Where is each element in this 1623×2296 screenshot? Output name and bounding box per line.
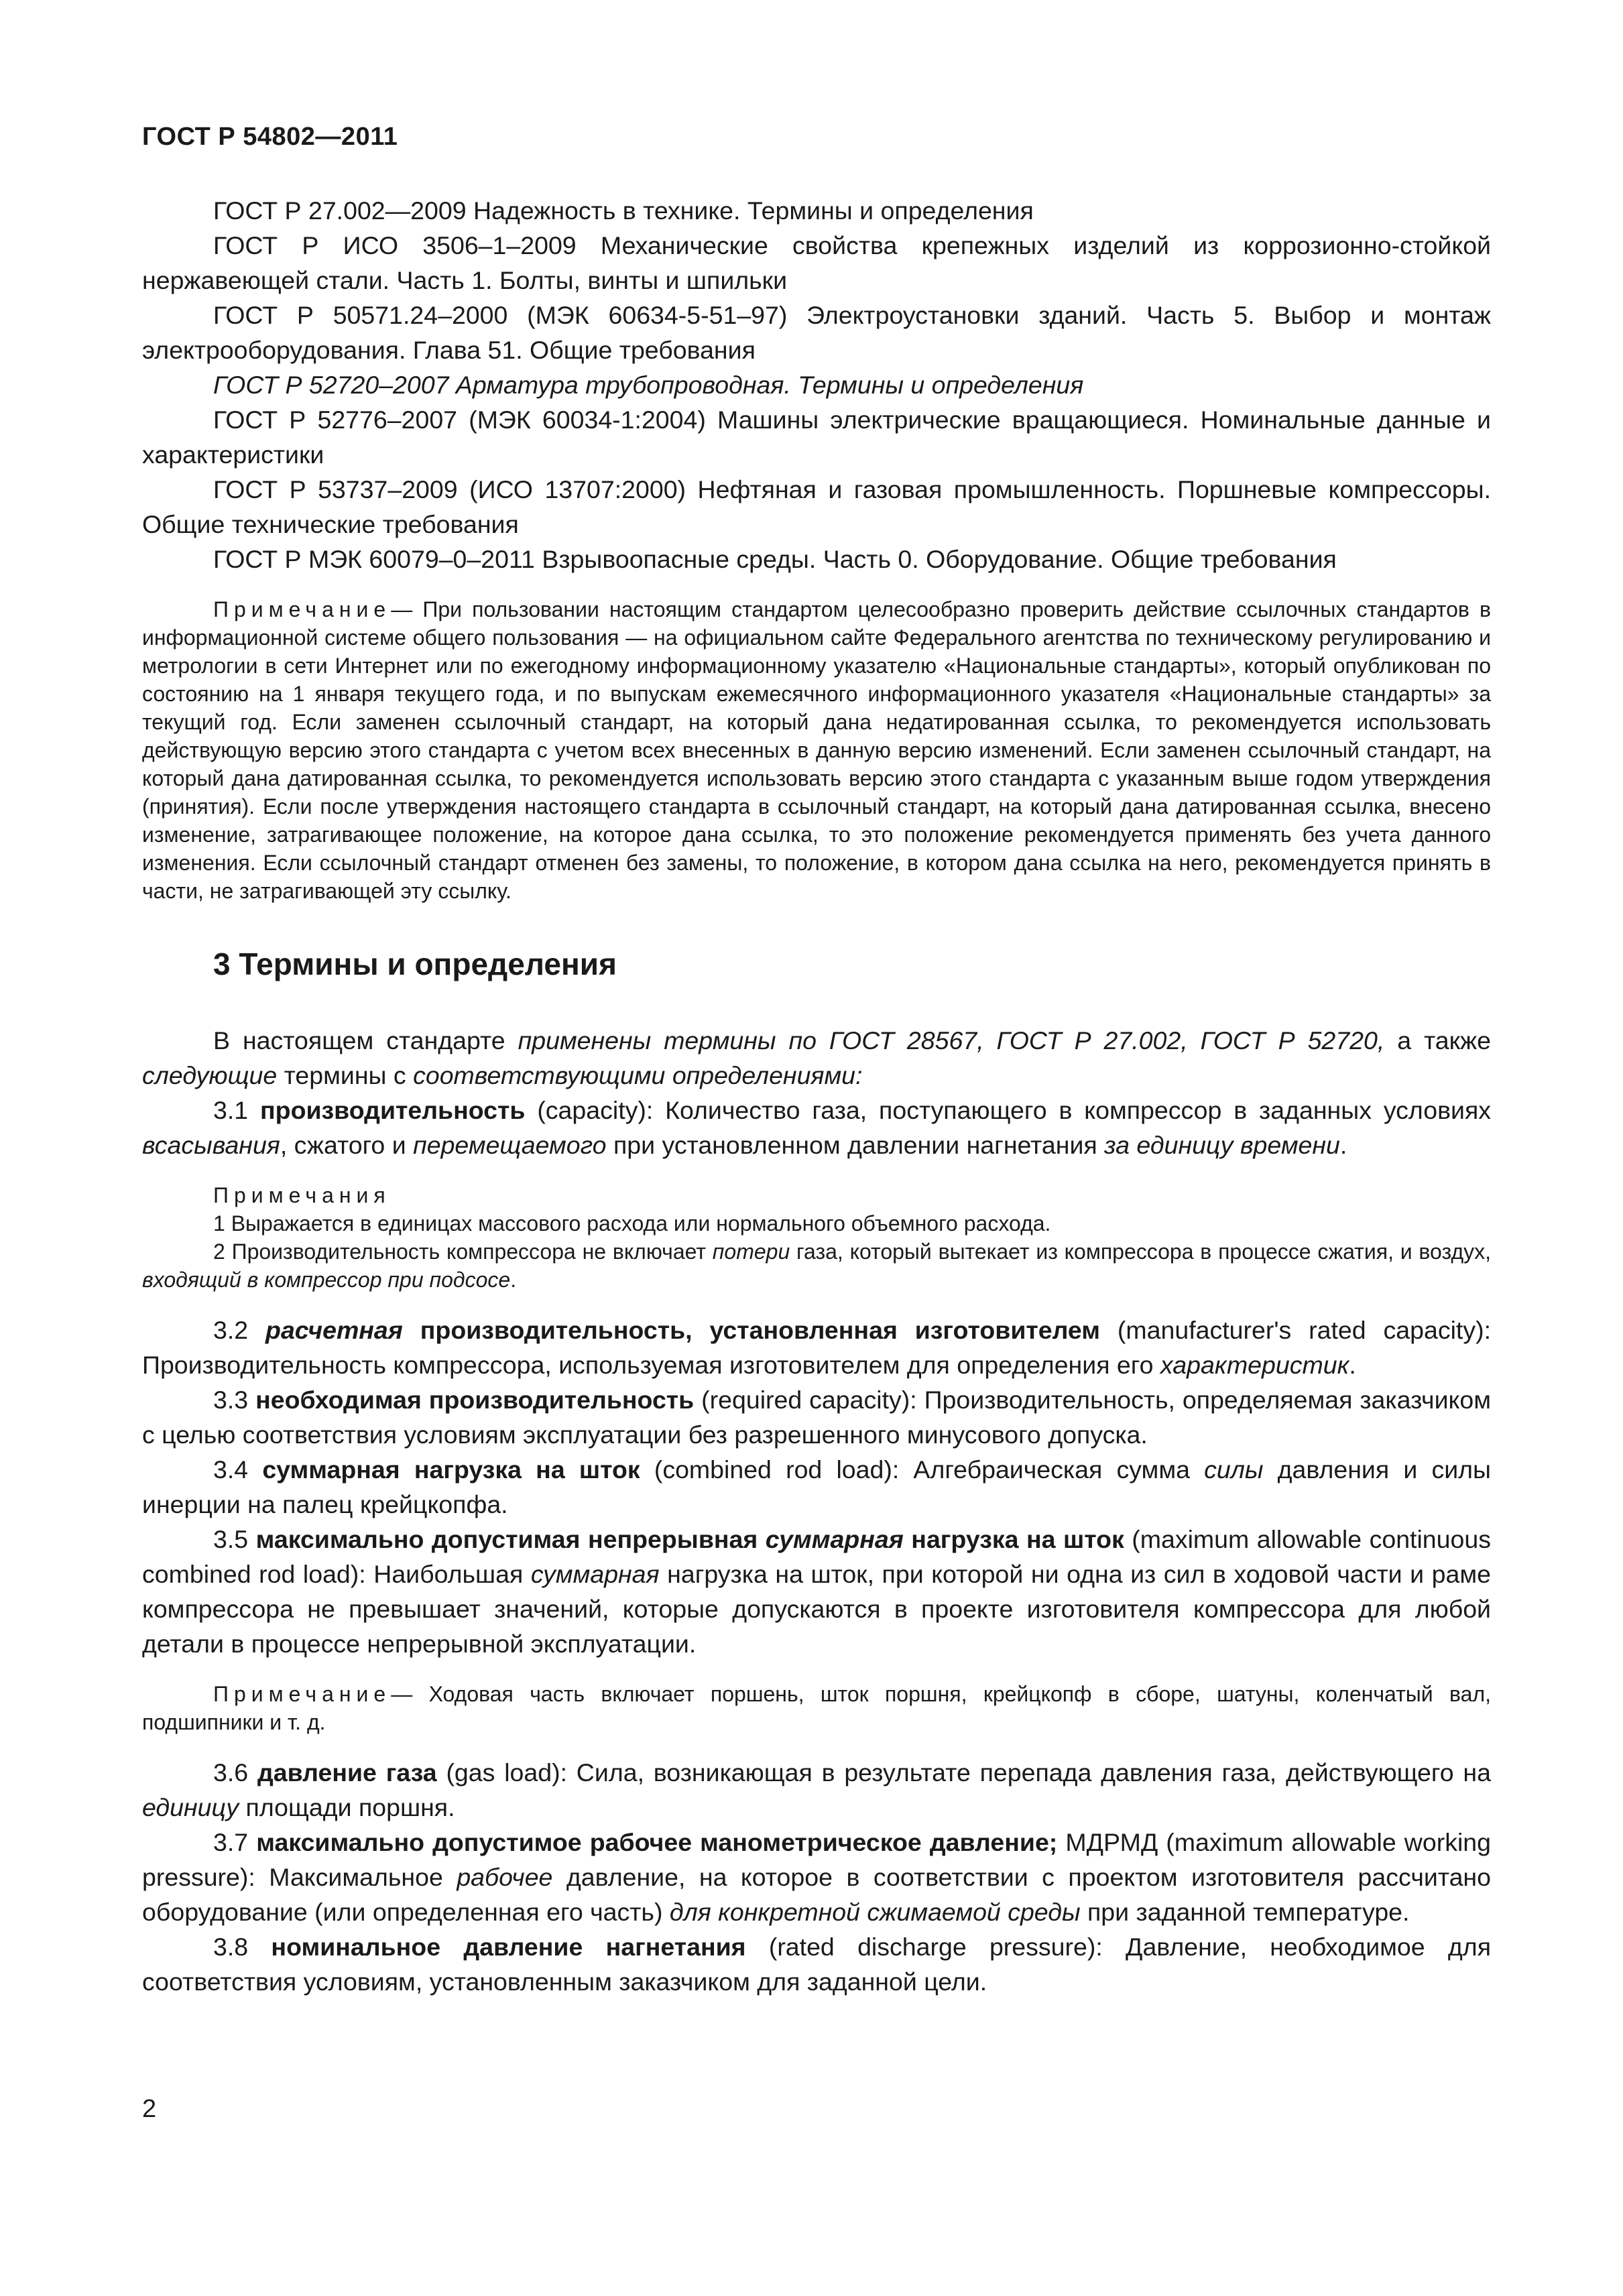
term-3-8: 3.8 номинальное давление нагнетания (rated discharge pressure): Давление, необходимое для соответствия условиям, установленным заказчиком для заданной цели. <box>142 1933 1491 1996</box>
term-name: необходимая производительность <box>255 1386 695 1414</box>
term-3-3: 3.3 необходимая производительность (required capacity): Производительность, определяемая заказчиком с целью соответствия условиям эксплуатации без разрешенного минусового допуска. <box>142 1386 1491 1449</box>
term-name: давление газа <box>257 1758 437 1787</box>
reference-note <box>142 595 1491 905</box>
term-3-4: 3.4 суммарная нагрузка на шток (combined rod load): Алгебраическая сумма силы давления и силы инерции на палец крейцкопфа. <box>142 1455 1491 1518</box>
reference-item: ГОСТ Р 50571.24–2000 (МЭК 60634-5-51–97) Электроустановки зданий. Часть 5. Выбор и монтаж электрооборудования. Глава 51. Общие требования <box>142 301 1491 364</box>
reference-item: ГОСТ Р 52720–2007 Арматура трубопроводная. Термины и определения <box>213 371 1084 399</box>
document-header: ГОСТ Р 54802—2011 <box>142 123 398 151</box>
term-3-6: 3.6 давление газа (gas load): Сила, возникающая в результате перепада давления газа, действующего на единицу площади поршня. <box>142 1758 1491 1821</box>
term-name: максимально допустимая непрерывная суммарная нагрузка на шток <box>255 1525 1124 1553</box>
reference-item: ГОСТ Р 53737–2009 (ИСО 13707:2000) Нефтяная и газовая промышленность. Поршневые компрессоры. Общие технические требования <box>142 475 1491 538</box>
term-name: расчетная производительность, установленная изготовителем <box>265 1316 1101 1344</box>
note-label: Примечание <box>213 597 392 621</box>
note-item: 1 Выражается в единицах массового расхода или нормального объемного расхода. <box>213 1211 1051 1235</box>
page-number: 2 <box>142 2095 157 2123</box>
term-3-1: 3.1 производительность (capacity): Количество газа, поступающего в компрессор в заданных условиях всасывания, сжатого и перемещаемого при установленном давлении нагнетания за единицу времени. <box>142 1096 1491 1159</box>
term-3-7: 3.7 максимально допустимое рабочее манометрическое давление; МДРМД (maximum allowable working pressure): Максимальное рабочее давление, на которое в соответствии с проектом изготовителя рассчитано оборудование (или определенная его часть) для конкретной сжимаемой среды при заданной температуре. <box>142 1828 1491 1926</box>
section-intro: В настоящем стандарте применены термины по ГОСТ 28567, ГОСТ Р 27.002, ГОСТ Р 52720, а также следующие термины с соответствующими определениями: <box>142 1026 1491 1089</box>
reference-item: ГОСТ Р МЭК 60079–0–2011 Взрывоопасные среды. Часть 0. Оборудование. Общие требования <box>213 545 1337 573</box>
term-note: Примечание— Ходовая часть включает поршень, шток поршня, крейцкопф в сборе, шатуны, коленчатый вал, подшипники и т. д. <box>142 1682 1491 1734</box>
note-item: 2 Производительность компрессора не включает потери газа, который вытекает из компрессора в процессе сжатия, и воздух, входящий в компрессор при подсосе. <box>142 1240 1492 1292</box>
document-body <box>142 193 1491 1999</box>
reference-item: ГОСТ Р 27.002—2009 Надежность в технике. Термины и определения <box>213 196 1034 225</box>
term-name: номинальное давление нагнетания <box>271 1933 746 1961</box>
reference-item: ГОСТ Р 52776–2007 (МЭК 60034-1:2004) Машины электрические вращающиеся. Номинальные данные и характеристики <box>142 406 1491 469</box>
term-3-5: 3.5 максимально допустимая непрерывная суммарная нагрузка на шток (maximum allowable continuous combined rod load): Наибольшая суммарная нагрузка на шток, при которой ни одна из сил в ходовой части и раме компрессора не превышает значений, которые допускаются в проекте изготовителя компрессора для любой детали в процессе непрерывной эксплуатации. <box>142 1525 1491 1658</box>
section-title: 3 Термины и определения <box>213 947 617 981</box>
reference-item: ГОСТ Р ИСО 3506–1–2009 Механические свойства крепежных изделий из коррозионно-стойкой нержавеющей стали. Часть 1. Болты, винты и шпильки <box>142 231 1491 294</box>
term-3-2: 3.2 расчетная производительность, установленная изготовителем (manufacturer's rated capacity): Производительность компрессора, используемая изготовителем для определения его характеристик. <box>142 1316 1491 1379</box>
term-name: суммарная нагрузка на шток <box>262 1455 640 1484</box>
notes-label: Примечания <box>213 1183 391 1207</box>
note-text: — При пользовании настоящим стандартом целесообразно проверить действие ссылочных стандартов в информационной системе общего пользования — на официальном сайте Федерального агентства по техническому регулированию и метрологии в сети Интернет или по ежегодному информационному указателю «Национальные стандарты», который опубликован по состоянию на 1 января текущего года, и по выпускам ежемесячного информационного указателя «Национальные стандарты» за текущий год. Если заменен ссылочный стандарт, на который дана недатированная ссылка, то рекомендуется использовать действующую версию этого стандарта с учетом всех внесенных в данную версию изменений. Если заменен ссылочный стандарт, на который дана датированная ссылка, то рекомендуется использовать версию этого стандарта с указанным выше годом утверждения (принятия). Если после утверждения настоящего стандарта в ссылочный стандарт, на который дана датированная ссылка, внесено изменение, затрагивающее положение, на которое дана ссылка, то это положение рекомендуется применять без учета данного изменения. Если ссылочный стандарт отменен без замены, то положение, в котором дана ссылка на него, рекомендуется принять в части, не затрагивающей эту ссылку. <box>142 597 1491 903</box>
term-name: производительность <box>260 1096 526 1124</box>
term-name: максимально допустимое рабочее манометрическое давление; <box>256 1828 1058 1856</box>
